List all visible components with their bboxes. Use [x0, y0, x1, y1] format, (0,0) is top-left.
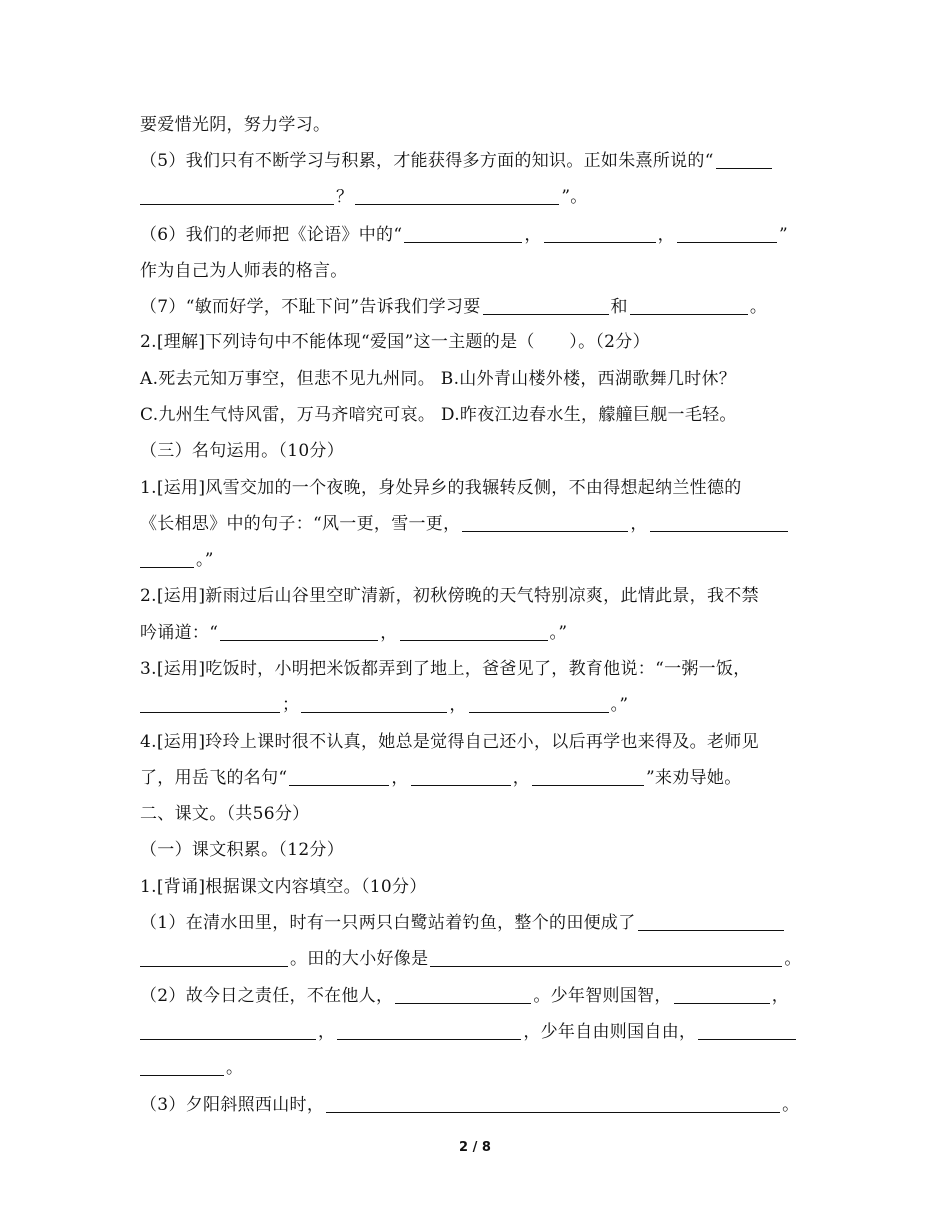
answer-blank[interactable]: [677, 226, 777, 243]
fill-blank-line: 吟诵道：“ ， 。”: [140, 623, 568, 643]
fill-blank-line: ； ， 。”: [140, 694, 628, 716]
section-heading: （三）名句运用。（10分）: [140, 441, 345, 461]
answer-blank[interactable]: [698, 1023, 796, 1040]
answer-blank[interactable]: [650, 515, 788, 532]
fill-blank-line: 。: [140, 1057, 243, 1079]
answer-blank[interactable]: [483, 298, 609, 315]
question-line: 1.[运用]风雪交加的一个夜晚，身处异乡的我辗转反侧，不由得想起纳兰性德的: [140, 478, 742, 498]
answer-blank[interactable]: [140, 1059, 224, 1076]
question-line: 4.[运用]玲玲上课时很不认真，她总是觉得自己还小，以后再学也来得及。老师见: [140, 732, 759, 752]
text-line: 作为自己为人师表的格言。: [140, 261, 348, 281]
answer-blank[interactable]: [674, 987, 770, 1004]
answer-blank[interactable]: [638, 914, 784, 931]
fill-blank-line: （7）“敏而好学，不耻下问”告诉我们学习要 和 。: [140, 297, 768, 317]
fill-blank-line: ， ，少年自由则国自由，: [140, 1021, 798, 1043]
answer-blank[interactable]: [140, 696, 280, 713]
answer-blank[interactable]: [289, 769, 389, 786]
answer-blank[interactable]: [404, 226, 522, 243]
answer-blank[interactable]: [411, 769, 511, 786]
fill-blank-line: 《长相思》中的句子：“风一更，雪一更， ，: [140, 513, 790, 535]
fill-blank-line: （6）我们的老师把《论语》中的“ ， ， ”: [140, 225, 788, 245]
fill-blank-line: ？ ”。: [140, 186, 588, 208]
answer-blank[interactable]: [430, 950, 782, 967]
fill-blank-line: （2）故今日之责任，不在他人， 。少年智则国智， ，: [140, 986, 790, 1006]
question-line: 2.[理解]下列诗句中不能体现“爱国”这一主题的是（ ）。（2分）: [140, 332, 650, 352]
answer-blank[interactable]: [544, 226, 656, 243]
answer-blank[interactable]: [220, 624, 378, 641]
answer-blank[interactable]: [326, 1096, 780, 1113]
section-heading: （一）课文积累。（12分）: [140, 840, 345, 860]
answer-blank[interactable]: [301, 696, 447, 713]
answer-blank[interactable]: [140, 1023, 316, 1040]
answer-blank[interactable]: [355, 188, 559, 205]
answer-blank[interactable]: [140, 551, 194, 568]
answer-blank[interactable]: [532, 769, 644, 786]
option-line: A.死去元知万事空，但悲不见九州同。 B.山外青山楼外楼，西湖歌舞几时休？: [140, 369, 737, 389]
fill-blank-line: （5）我们只有不断学习与积累，才能获得多方面的知识。正如朱熹所说的“: [140, 150, 774, 172]
answer-blank[interactable]: [400, 624, 548, 641]
answer-blank[interactable]: [395, 987, 531, 1004]
question-line: 1.[背诵]根据课文内容填空。（10分）: [140, 877, 427, 897]
text-line: 要爱惜光阴，努力学习。: [140, 115, 331, 135]
answer-blank[interactable]: [140, 188, 334, 205]
section-heading: 二、课文。（共56分）: [140, 804, 310, 824]
fill-blank-line: 。田的大小好像是 。: [140, 948, 802, 970]
answer-blank[interactable]: [140, 950, 288, 967]
fill-blank-line: （1）在清水田里，时有一只两只白鹭站着钓鱼，整个的田便成了: [140, 912, 786, 934]
answer-blank[interactable]: [630, 298, 748, 315]
answer-blank[interactable]: [716, 152, 772, 169]
fill-blank-line: 。”: [140, 549, 214, 571]
answer-blank[interactable]: [337, 1023, 521, 1040]
fill-blank-line: 了，用岳飞的名句“ ， ， ”来劝导她。: [140, 768, 742, 788]
question-line: 3.[运用]吃饭时，小明把米饭都弄到了地上，爸爸见了，教育他说：“一粥一饭，: [140, 659, 751, 679]
page-number: 2 / 8: [459, 1140, 491, 1155]
answer-blank[interactable]: [469, 696, 609, 713]
fill-blank-line: （3）夕阳斜照西山时， 。: [140, 1095, 800, 1115]
question-line: 2.[运用]新雨过后山谷里空旷清新，初秋傍晚的天气特别凉爽，此情此景，我不禁: [140, 586, 759, 606]
answer-blank[interactable]: [462, 515, 628, 532]
option-line: C.九州生气恃风雷，万马齐喑究可哀。 D.昨夜江边春水生，艨艟巨舰一毛轻。: [140, 405, 737, 425]
